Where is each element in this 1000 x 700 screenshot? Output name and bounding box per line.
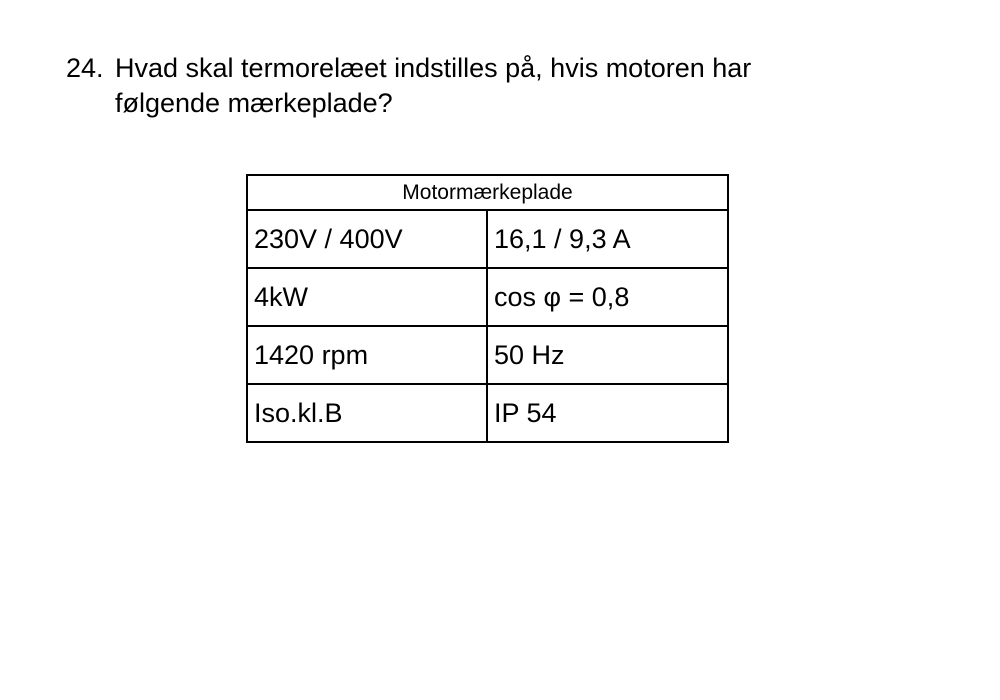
question-indent bbox=[66, 86, 115, 121]
nameplate-header-row bbox=[247, 175, 728, 210]
question-line-2-text: følgende mærkeplade? bbox=[115, 88, 393, 118]
table-row bbox=[247, 268, 728, 326]
table-cell: 230V / 400V bbox=[247, 210, 487, 268]
table-cell: IP 54 bbox=[487, 384, 728, 442]
question-line-2 bbox=[66, 86, 946, 121]
question-line-1-text: Hvad skal termorelæet indstilles på, hvis motoren har bbox=[115, 53, 752, 83]
question-text bbox=[66, 51, 946, 121]
question-number: 24. bbox=[66, 53, 104, 83]
table-row bbox=[247, 210, 728, 268]
table-cell: Iso.kl.B bbox=[247, 384, 487, 442]
table-cell: cos φ = 0,8 bbox=[487, 268, 728, 326]
nameplate-title: Motormærkeplade bbox=[247, 175, 728, 210]
table-row bbox=[247, 326, 728, 384]
table-row bbox=[247, 384, 728, 442]
table-cell: 50 Hz bbox=[487, 326, 728, 384]
question-line-1 bbox=[66, 51, 946, 86]
table-cell: 4kW bbox=[247, 268, 487, 326]
motor-nameplate-table bbox=[246, 174, 729, 443]
table-cell: 1420 rpm bbox=[247, 326, 487, 384]
table-cell: 16,1 / 9,3 A bbox=[487, 210, 728, 268]
